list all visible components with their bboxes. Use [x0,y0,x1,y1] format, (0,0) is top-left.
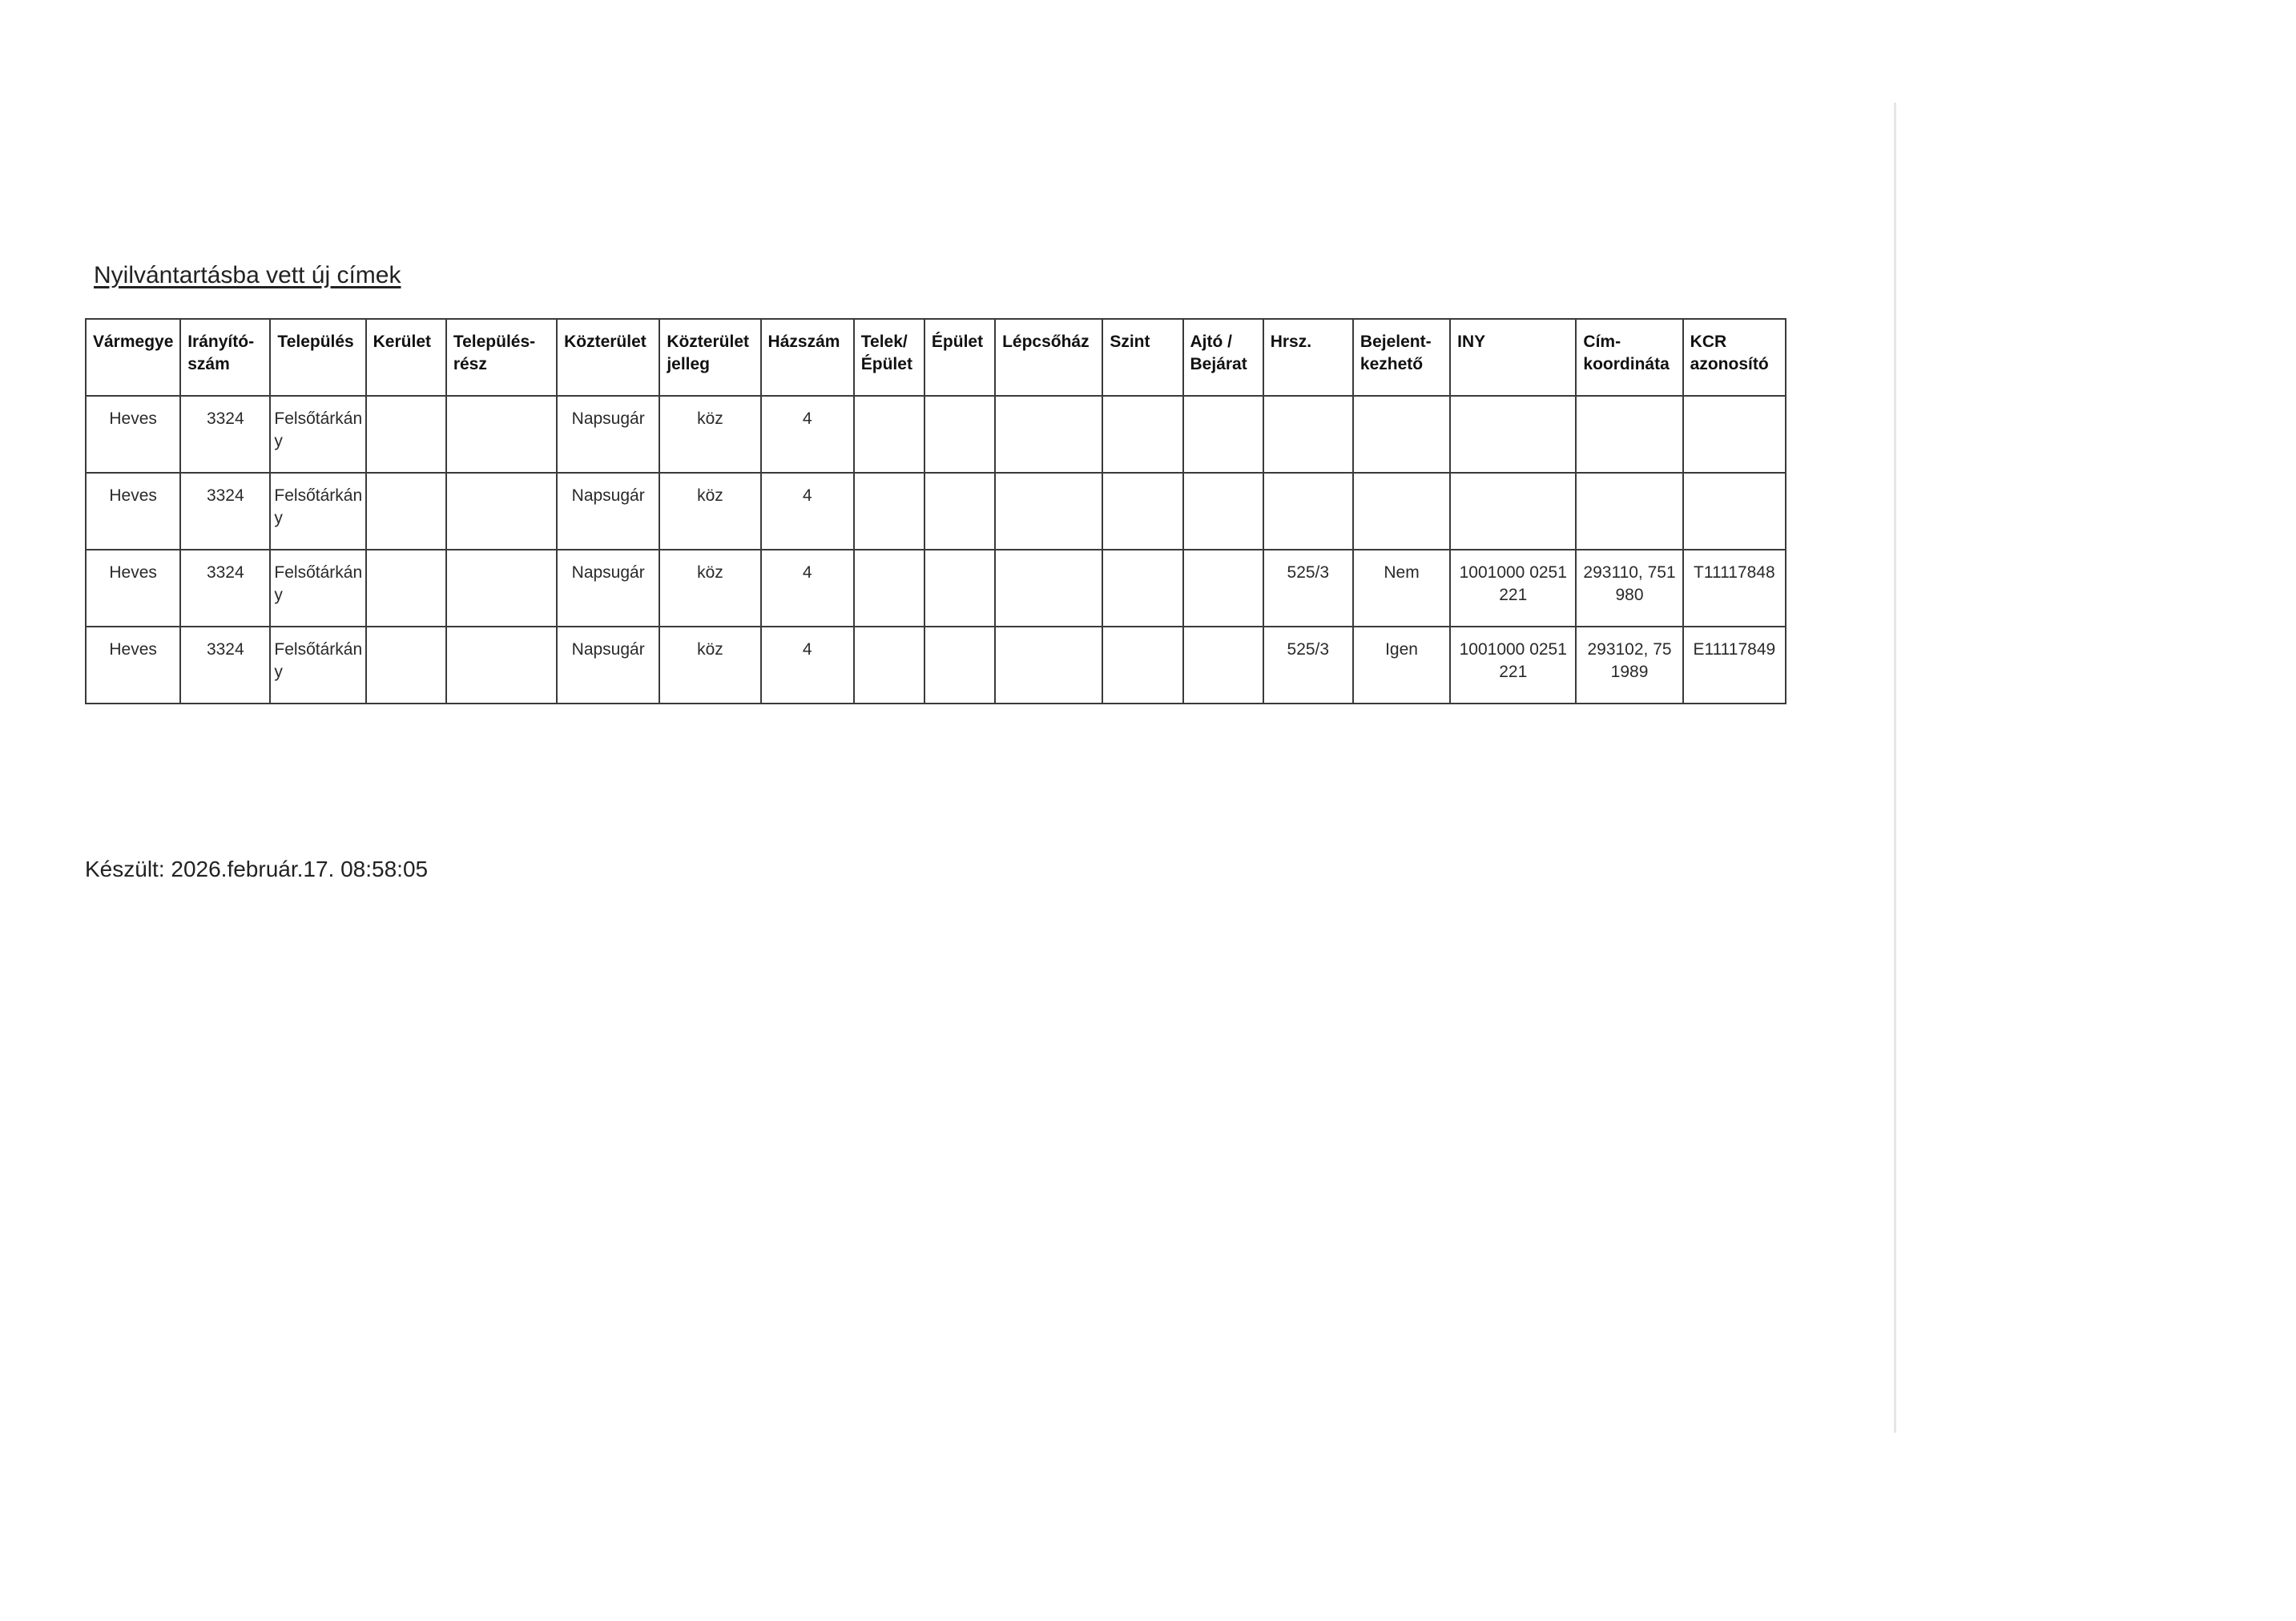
column-header: Vármegye [86,319,180,396]
column-header: Kerület [366,319,446,396]
column-header: Házszám [761,319,854,396]
column-header: Közterület jelleg [659,319,760,396]
table-cell: E11117849 [1683,627,1786,704]
table-cell: 525/3 [1263,627,1353,704]
table-cell [1683,396,1786,473]
column-header: Irányító- szám [180,319,270,396]
table-cell: 4 [761,473,854,550]
table-cell: Heves [86,396,180,473]
table-cell: köz [659,627,760,704]
table-cell: 3324 [180,396,270,473]
table-cell [1102,396,1182,473]
column-header: Cím- koordináta [1576,319,1682,396]
table-cell [1576,473,1682,550]
table-cell [854,396,924,473]
table-cell [446,627,557,704]
table-body [86,396,1786,704]
table-cell [366,550,446,627]
table-cell: Napsugár [557,550,659,627]
table-cell [924,473,995,550]
table-cell: 4 [761,550,854,627]
table-cell [1102,473,1182,550]
table-cell [995,627,1102,704]
table-cell: Heves [86,473,180,550]
column-header: Épület [924,319,995,396]
table-cell: Napsugár [557,627,659,704]
table-cell [995,396,1102,473]
column-header: Település- rész [446,319,557,396]
table-cell: 293102, 751989 [1576,627,1682,704]
column-header: Telek/ Épület [854,319,924,396]
column-header: Szint [1102,319,1182,396]
table-cell [924,396,995,473]
table-cell: Napsugár [557,396,659,473]
table-row [86,550,1786,627]
table-cell: 4 [761,396,854,473]
table-cell [446,550,557,627]
table-cell [1576,396,1682,473]
table-header-row [86,319,1786,396]
table-cell [1450,473,1576,550]
table-row [86,396,1786,473]
column-header: Település [270,319,365,396]
table-cell [854,627,924,704]
table-cell [854,550,924,627]
column-header: Hrsz. [1263,319,1353,396]
table-cell: Igen [1353,627,1450,704]
table-cell [366,627,446,704]
column-header: Közterület [557,319,659,396]
table-row [86,473,1786,550]
table-cell: 1001000 0251221 [1450,550,1576,627]
table-cell [1102,627,1182,704]
table-cell: 3324 [180,550,270,627]
table-cell [446,473,557,550]
table-cell: 525/3 [1263,550,1353,627]
table-row [86,627,1786,704]
table-cell: 4 [761,627,854,704]
table-cell: Heves [86,550,180,627]
table-cell [446,396,557,473]
table-cell [1183,627,1263,704]
table-cell [1353,396,1450,473]
table-cell [1102,550,1182,627]
addresses-table [85,318,1786,704]
table-cell: Felsőtárkány [270,550,365,627]
table-cell [854,473,924,550]
table-cell: Heves [86,627,180,704]
table-cell: Nem [1353,550,1450,627]
page-edge-line [1894,103,1896,1433]
table-cell: 1001000 0251221 [1450,627,1576,704]
generated-timestamp: Készült: 2026.február.17. 08:58:05 [85,857,429,881]
table-cell: Felsőtárkány [270,473,365,550]
table-cell: köz [659,396,760,473]
table-cell: 3324 [180,627,270,704]
table-cell: Napsugár [557,473,659,550]
page-title: Nyilvántartásba vett új címek [94,262,401,288]
table-cell [1353,473,1450,550]
table-cell: Felsőtárkány [270,627,365,704]
column-header: KCR azonosító [1683,319,1786,396]
table-cell [1183,550,1263,627]
table-cell: 293110, 751980 [1576,550,1682,627]
table-cell [1683,473,1786,550]
table-cell [366,396,446,473]
table-cell [924,550,995,627]
table-cell: T11117848 [1683,550,1786,627]
table-cell [995,550,1102,627]
table-cell [1450,396,1576,473]
table-cell: 3324 [180,473,270,550]
table-cell [366,473,446,550]
table-cell [924,627,995,704]
table-cell: köz [659,550,760,627]
table-cell [1263,396,1353,473]
column-header: Ajtó / Bejárat [1183,319,1263,396]
column-header: Bejelent- kezhető [1353,319,1450,396]
table-cell [1263,473,1353,550]
table-cell: köz [659,473,760,550]
table-cell [995,473,1102,550]
table-cell: Felsőtárkány [270,396,365,473]
table-cell [1183,473,1263,550]
column-header: INY [1450,319,1576,396]
table-cell [1183,396,1263,473]
column-header: Lépcsőház [995,319,1102,396]
